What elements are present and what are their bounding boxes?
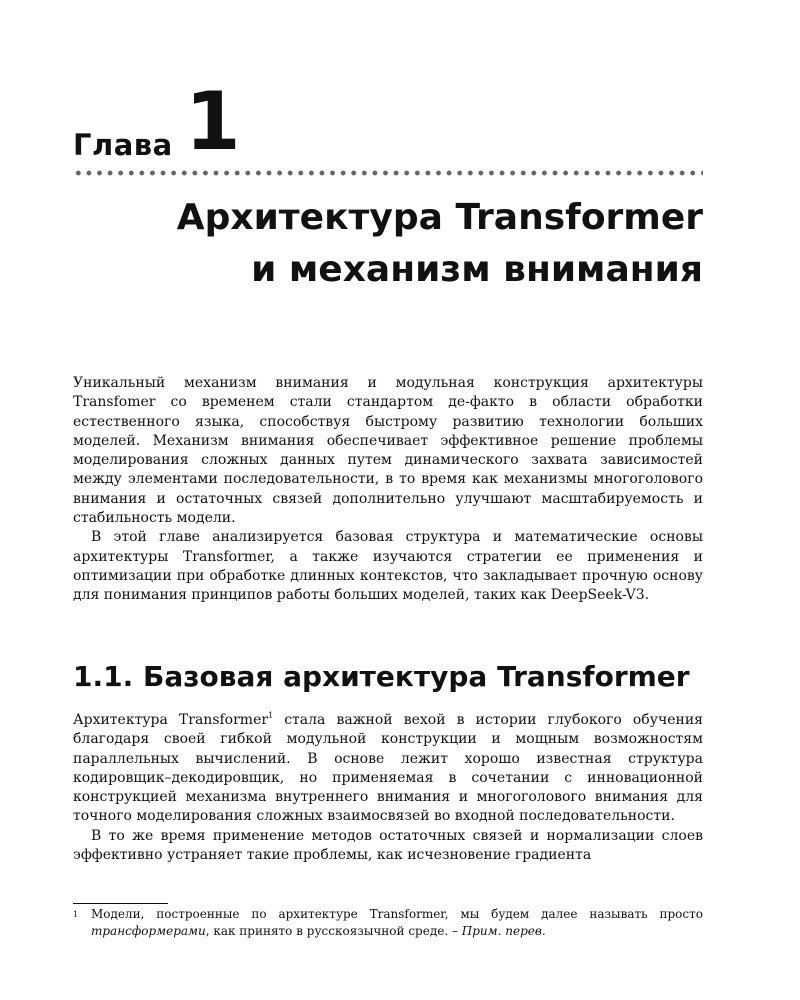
chapter-title-line-2: и механизм внимания bbox=[251, 249, 703, 290]
section-body bbox=[73, 711, 703, 865]
footnote-term: трансформерами bbox=[91, 924, 206, 938]
chapter-title-line-1: Архитектура Transformer bbox=[176, 197, 703, 238]
dotted-divider bbox=[73, 170, 703, 176]
footnote-text-start: Модели, построенные по архитектуре Transformer, мы будем далее называть просто bbox=[91, 907, 703, 921]
intro-paragraph-2: В этой главе анализируется базовая структура и математические основы архитектуры Transformer, а также изучаются стратегии ее применения и оптимизации при обработке длинных контекстов, что закладывает прочную основу для понимания принципов работы больших моделей, таких как DeepSeek-V3. bbox=[73, 529, 703, 604]
chapter-label: Глава bbox=[73, 128, 173, 162]
footnote-separator bbox=[73, 903, 168, 904]
section-paragraph-1-rest: стала важной вехой в истории глубокого обучения благодаря своей гибкой модульной конструкции и мощным возможностям параллельных вычислений. В основе лежит хорошо известная структура кодировщик–декодировщик, но применяемая в сочетании с инновационной конструкцией механизма внутреннего внимания и многоголового внимания для точного моделирования сложных взаимосвязей во входной последовательности. bbox=[73, 712, 703, 825]
section-paragraph-1 bbox=[73, 711, 703, 827]
footnote-translator-note: Прим. перев. bbox=[461, 924, 546, 938]
intro-paragraph-1: Уникальный механизм внимания и модульная конструкция архитектуры Transfomer со временем стали стандартом де-факто в области обработки естественного языка, способствуя быстрому развитию технологии больших моделей. Механизм внимания обеспечивает эффективное решение проблемы моделирования сложных данных путем динамического захвата зависимостей между элементами последовательности, в то время как механизмы многоголового внимания и остаточных связей дополнительно улучшают масштабируемость и стабильность модели. bbox=[73, 375, 703, 527]
book-page bbox=[73, 0, 703, 1000]
chapter-number: 1 bbox=[185, 75, 241, 168]
footnote-text-middle: , как принято в русскоязычной среде. – bbox=[205, 924, 462, 938]
chapter-title bbox=[73, 192, 703, 296]
footnote-mark: 1 bbox=[73, 910, 79, 919]
section-paragraph-1-lead: Архитектура Transformer bbox=[73, 712, 269, 728]
footnote bbox=[73, 906, 703, 940]
section-paragraph-2: В то же время применение методов остаточных связей и нормализации слоев эффективно устраняет такие проблемы, как исчезновение градиента bbox=[73, 827, 703, 864]
footnote-text bbox=[91, 906, 703, 940]
chapter-heading bbox=[73, 75, 703, 168]
chapter-intro bbox=[73, 374, 703, 606]
section-title: 1.1. Базовая архитектура Transformer bbox=[73, 660, 690, 693]
footnote-reference[interactable]: 1 bbox=[268, 711, 274, 720]
